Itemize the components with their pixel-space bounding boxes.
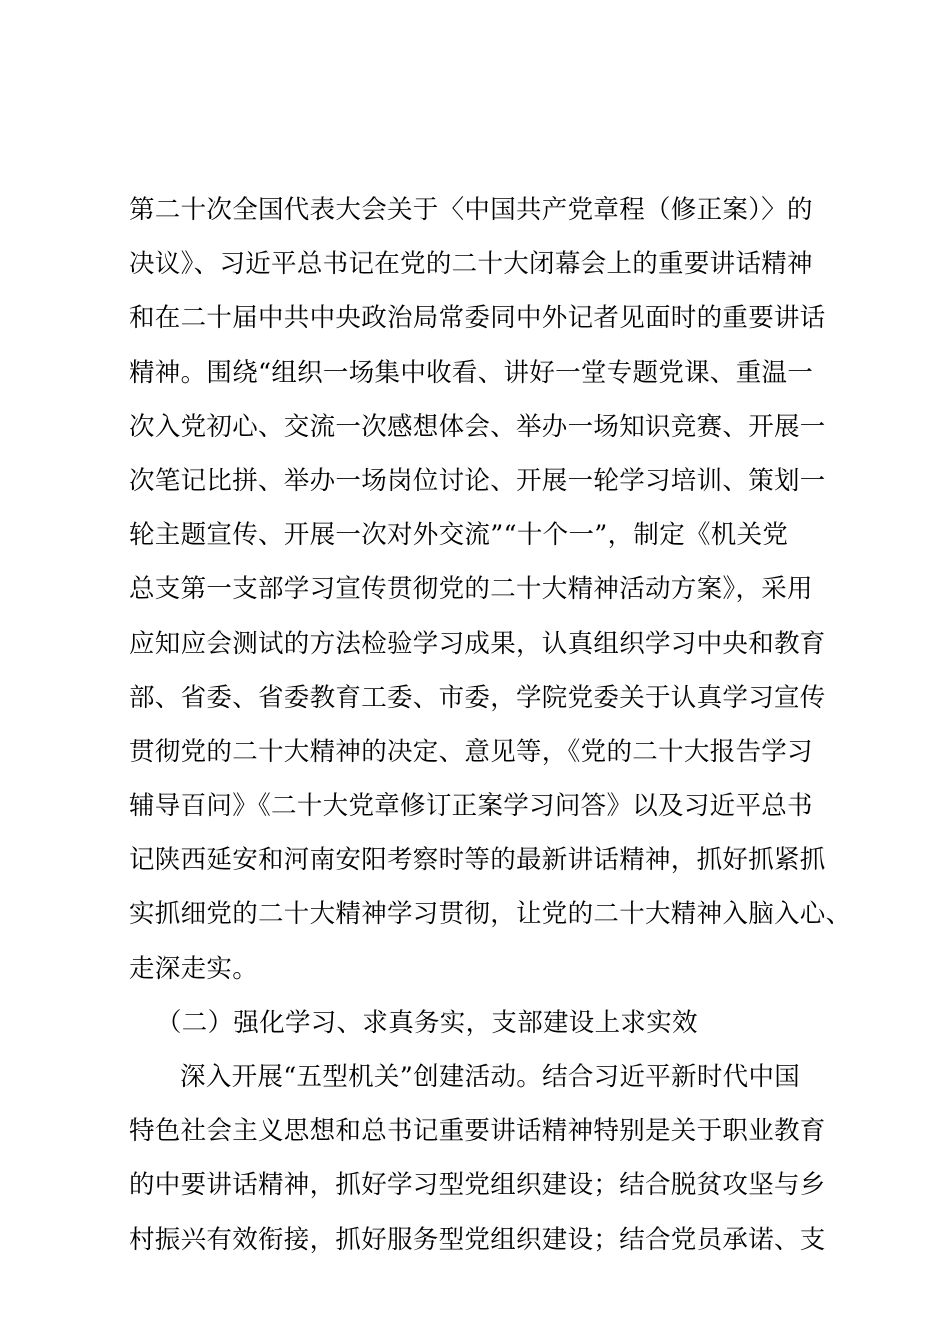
body-line: 辅导百问》《二十大党章修订正案学习问答》以及习近平总书	[129, 791, 813, 822]
paragraph-line: 深入开展“五型机关”创建活动。结合习近平新时代中国	[180, 1062, 801, 1092]
body-line: 实抓细党的二十大精神学习贯彻，让党的二十大精神入脑入心、	[129, 899, 852, 930]
document-body	[129, 183, 852, 1267]
body-line: 次笔记比拼、举办一场岗位讨论、开展一轮学习培训、策划一	[129, 465, 826, 496]
body-line: 总支第一支部学习宣传贯彻党的二十大精神活动方案》，采用	[129, 574, 813, 605]
body-line: 和在二十届中共中央政治局常委同中外记者见面时的重要讲话	[129, 303, 826, 334]
paragraph-line: 的中要讲话精神，抓好学习型党组织建设；结合脱贫攻坚与乡	[129, 1170, 826, 1201]
body-line: 走深走实。	[129, 953, 259, 984]
section-heading: （二）强化学习、求真务实，支部建设上求实效	[156, 1007, 698, 1038]
body-line: 次入党初心、交流一次感想体会、举办一场知识竞赛、开展一	[129, 411, 826, 442]
body-line: 决议》、习近平总书记在党的二十大闭幕会上的重要讲话精神	[129, 249, 813, 280]
paragraph-line: 特色社会主义思想和总书记重要讲话精神特别是关于职业教育	[129, 1116, 826, 1147]
body-line: 应知应会测试的方法检验学习成果，认真组织学习中央和教育	[129, 628, 826, 659]
body-line: 轮主题宣传、开展一次对外交流”“十个一”，制定《机关党	[129, 520, 789, 551]
body-line: 记陕西延安和河南安阳考察时等的最新讲话精神，抓好抓紧抓	[129, 845, 826, 876]
paragraph-line: 村振兴有效衔接，抓好服务型党组织建设；结合党员承诺、支	[129, 1224, 826, 1255]
body-line: 部、省委、省委教育工委、市委，学院党委关于认真学习宣传	[129, 682, 826, 713]
body-line: 第二十次全国代表大会关于〈中国共产党章程（修正案）〉的	[129, 195, 813, 225]
body-line: 贯彻党的二十大精神的决定、意见等，《党的二十大报告学习	[129, 736, 813, 767]
body-line: 精神。围绕“组织一场集中收看、讲好一堂专题党课、重温一	[129, 357, 814, 388]
